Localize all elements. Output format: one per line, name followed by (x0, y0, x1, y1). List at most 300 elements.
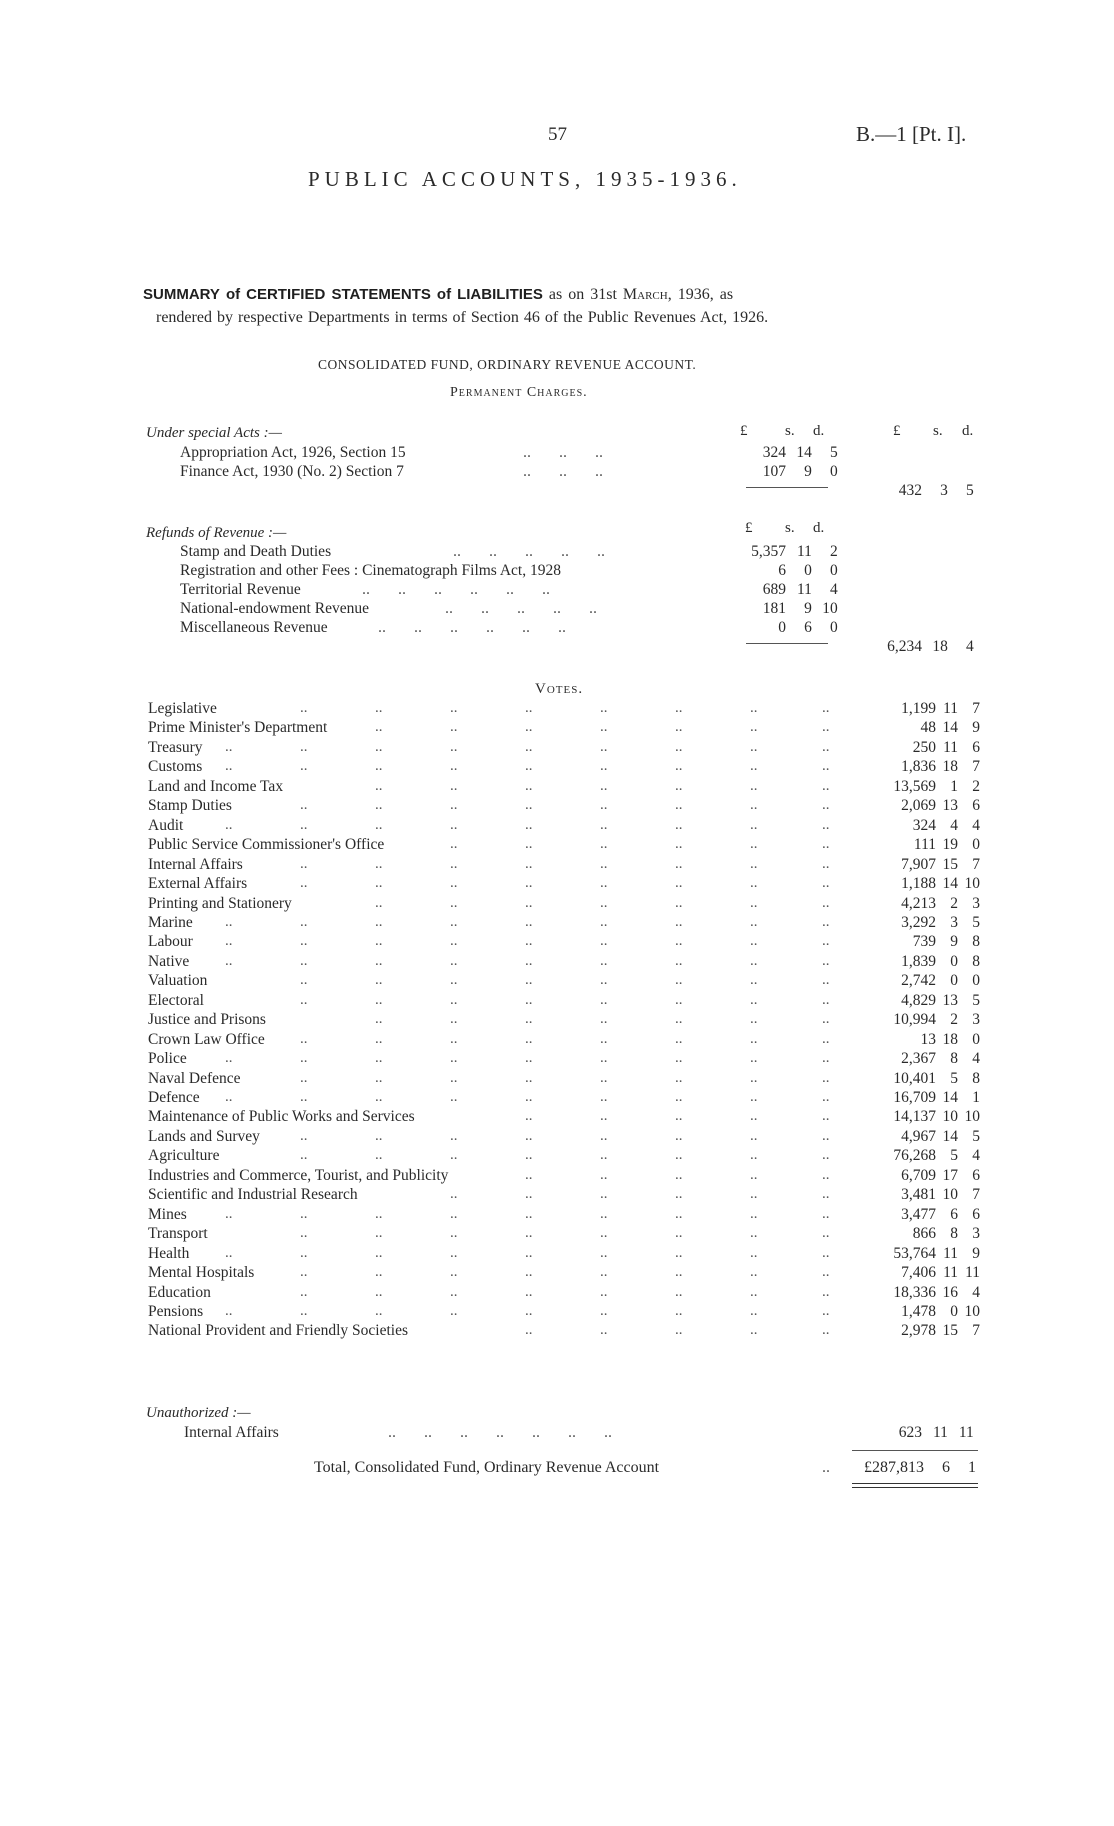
amount-pounds: 3,477 (901, 1206, 936, 1223)
amount-pence: 5 (972, 992, 980, 1009)
vote-label: Labour (148, 933, 193, 950)
amount-pence: 1 (968, 1459, 976, 1476)
amount-pounds: 623 (898, 1424, 922, 1441)
leader-dots: .. (675, 1167, 683, 1183)
amount-pounds: 7,406 (901, 1264, 936, 1281)
col-header-pound-refunds: £ (745, 520, 753, 536)
leader-dots: .. (822, 797, 830, 813)
amount-pence: 6 (972, 1206, 980, 1223)
special-acts-heading: Under special Acts :— (146, 425, 282, 441)
leader-dots: .. (225, 1089, 233, 1105)
special-act-amount (726, 463, 838, 481)
vote-amount (860, 1264, 980, 1282)
leader-dots: .. (300, 1089, 308, 1105)
leader-dots: .. (225, 739, 233, 755)
leader-dots: .. (300, 1225, 308, 1241)
amount-pence: 7 (972, 1186, 980, 1203)
vote-amount (860, 836, 980, 854)
leader-dots: .. (450, 1089, 458, 1105)
total-double-rule (852, 1483, 978, 1488)
amount-pence: 6 (972, 1167, 980, 1184)
summary-word-as-on: as on 31st (548, 286, 617, 303)
refunds-heading: Refunds of Revenue :— (146, 525, 287, 541)
leader-dots: .. (225, 1050, 233, 1066)
leader-dots: .. (375, 739, 383, 755)
leader-dots: .. (750, 797, 758, 813)
amount-pounds: 739 (912, 933, 936, 950)
vote-amount (860, 1167, 980, 1185)
page-number: 57 (548, 124, 567, 145)
amount-pence: 11 (958, 1424, 974, 1441)
leader-dots: .. (750, 1245, 758, 1261)
amount-pounds: 4,213 (901, 895, 936, 912)
leader-dots: .. (675, 1089, 683, 1105)
amount-shillings: 5 (950, 1070, 958, 1087)
amount-pence: 5 (972, 1128, 980, 1145)
leader-dots: .. (600, 953, 608, 969)
leader-dots: .. (822, 1031, 830, 1047)
col-header-pound-inner: £ (740, 423, 748, 439)
leader-dots: .. (750, 1206, 758, 1222)
leader-dots: .. (822, 914, 830, 930)
leader-dots: .. (750, 1264, 758, 1280)
leader-dots: .. (750, 1303, 758, 1319)
amount-pence: 0 (830, 463, 838, 480)
amount-shillings: 10 (942, 1108, 958, 1125)
subtotal-rule (746, 643, 828, 644)
amount-shillings: 6 (942, 1459, 950, 1476)
leader-dots: .. (822, 1089, 830, 1105)
amount-shillings: 11 (943, 1245, 958, 1262)
leader-dots: .. (675, 1031, 683, 1047)
vote-amount (860, 875, 980, 893)
leader-dots: .. (600, 1322, 608, 1338)
col-header-pence-inner: d. (813, 423, 825, 439)
vote-label: Public Service Commissioner's Office (148, 836, 385, 853)
refund-label: National-endowment Revenue (180, 600, 369, 617)
leader-dots: .. (750, 836, 758, 852)
amount-pounds: 1,188 (901, 875, 936, 892)
leader-dots: .. (525, 1128, 533, 1144)
leader-dots: .. (450, 1031, 458, 1047)
amount-pence: 0 (972, 1031, 980, 1048)
vote-amount (860, 719, 980, 737)
amount-shillings: 0 (804, 562, 812, 579)
leader-dots: .. (225, 953, 233, 969)
amount-pounds: 76,268 (893, 1147, 936, 1164)
leader-dots: .. (225, 1303, 233, 1319)
leader-dots: .. (750, 914, 758, 930)
refund-amount (726, 543, 838, 561)
amount-pounds: 1,836 (901, 758, 936, 775)
amount-pence: 9 (972, 719, 980, 736)
vote-amount (860, 1284, 980, 1302)
leader-dots: .. (675, 953, 683, 969)
amount-pence: 4 (972, 1147, 980, 1164)
leader-dots: .. (525, 719, 533, 735)
vote-amount (860, 953, 980, 971)
vote-label: Crown Law Office (148, 1031, 265, 1048)
leader-dots: .. (225, 758, 233, 774)
leader-dots: .. (600, 914, 608, 930)
summary-word-liabilities: LIABILITIES (457, 286, 543, 303)
amount-pounds: 1,478 (901, 1303, 936, 1320)
vote-amount (860, 1050, 980, 1068)
amount-pounds: 2,978 (901, 1322, 936, 1339)
amount-shillings: 9 (804, 600, 812, 617)
amount-pounds: 16,709 (893, 1089, 936, 1106)
amount-pounds: 53,764 (893, 1245, 936, 1262)
leader-dots: .. (600, 895, 608, 911)
leader-dots: .. (375, 1128, 383, 1144)
amount-pounds: 48 (920, 719, 936, 736)
leader-dots: .. (450, 719, 458, 735)
leader-dots: .. (225, 1206, 233, 1222)
leader-dots: .. (375, 953, 383, 969)
leader-dots: .. (675, 1322, 683, 1338)
vote-amount (860, 933, 980, 951)
leader-dots: .. (750, 1322, 758, 1338)
leader-dots: .. (375, 992, 383, 1008)
amount-shillings: 8 (950, 1050, 958, 1067)
amount-pence: 4 (972, 1284, 980, 1301)
amount-shillings: 18 (942, 1031, 958, 1048)
leader-dots: .. (450, 1070, 458, 1086)
leader-dots: .. (525, 914, 533, 930)
leader-dots: .. (375, 1225, 383, 1241)
permanent-charges-title: Permanent Charges. (450, 385, 588, 400)
amount-pence: 3 (972, 1011, 980, 1028)
amount-pounds: 111 (913, 836, 936, 853)
vote-label: Transport (148, 1225, 208, 1242)
amount-pounds: 6 (778, 562, 786, 579)
vote-label: Lands and Survey (148, 1128, 260, 1145)
leader-dots: .. (450, 836, 458, 852)
summary-subheading: rendered by respective Departments in terms of Section 46 of the Public Revenues Act, 1926. (156, 309, 769, 326)
leader-dots: .. (675, 1206, 683, 1222)
leader-dots: .. (750, 817, 758, 833)
leader-dots: .. (822, 739, 830, 755)
vote-label: Valuation (148, 972, 208, 989)
fund-title: CONSOLIDATED FUND, ORDINARY REVENUE ACCOUNT. (318, 357, 697, 372)
leader-dots: .. (450, 1011, 458, 1027)
amount-shillings: 2 (950, 895, 958, 912)
leader-dots: .. (525, 856, 533, 872)
vote-amount (860, 817, 980, 835)
vote-label: Legislative (148, 700, 217, 717)
leader-dots: .. (675, 1264, 683, 1280)
leader-dots: .. (225, 1245, 233, 1261)
vote-amount (860, 1303, 980, 1321)
leader-dots: .. (450, 1303, 458, 1319)
leader-dots: .. (600, 933, 608, 949)
amount-pence: 0 (830, 562, 838, 579)
amount-pence: 3 (972, 895, 980, 912)
amount-pounds: 10,401 (893, 1070, 936, 1087)
leader-dots: .. (822, 875, 830, 891)
leader-dots: .. (450, 778, 458, 794)
amount-pence: 4 (966, 638, 974, 655)
leader-dots: .. (675, 992, 683, 1008)
leader-dots: .. (300, 1031, 308, 1047)
leader-dots: .. (375, 1206, 383, 1222)
leader-dots: .. (675, 836, 683, 852)
amount-pence: 10 (964, 1303, 980, 1320)
leader-dots: .. (822, 1303, 830, 1319)
amount-pounds: 14,137 (893, 1108, 936, 1125)
amount-shillings: 16 (942, 1284, 958, 1301)
leader-dots: .. (822, 1225, 830, 1241)
leader-dots: .. (525, 933, 533, 949)
leader-dots: .. (675, 914, 683, 930)
amount-pence: 4 (972, 1050, 980, 1067)
leader-dots: .. (450, 1050, 458, 1066)
leader-dots: .. (750, 1050, 758, 1066)
refund-amount (726, 619, 838, 637)
leader-dots: .. (750, 875, 758, 891)
page-title: PUBLIC ACCOUNTS, 1935-1936. (308, 167, 742, 191)
leader-dots: .. (300, 700, 308, 716)
leader-dots: .. (675, 739, 683, 755)
vote-label: Customs (148, 758, 203, 775)
leader-dots: .. (822, 992, 830, 1008)
leader-dots: .. (525, 992, 533, 1008)
leader-dots: .. (675, 875, 683, 891)
vote-amount (860, 1089, 980, 1107)
amount-shillings: 13 (942, 992, 958, 1009)
vote-amount (860, 778, 980, 796)
amount-shillings: 9 (804, 463, 812, 480)
amount-shillings: 0 (950, 972, 958, 989)
leader-dots: .. (675, 1284, 683, 1300)
leader-dots: .. (525, 1011, 533, 1027)
vote-label: Health (148, 1245, 190, 1262)
amount-shillings: 6 (950, 1206, 958, 1223)
amount-pence: 4 (972, 817, 980, 834)
vote-amount (860, 856, 980, 874)
amount-pounds: 324 (912, 817, 936, 834)
vote-amount (860, 700, 980, 718)
leader-dots: .. (675, 758, 683, 774)
grand-total-label: Total, Consolidated Fund, Ordinary Revenue Account (314, 1459, 660, 1476)
leader-dots: .. (750, 1108, 758, 1124)
leader-dots: .. (822, 953, 830, 969)
leader-dots: .. (450, 933, 458, 949)
leader-dots: .. (450, 1186, 458, 1202)
amount-shillings: 4 (950, 817, 958, 834)
leader-dots: .. (300, 1128, 308, 1144)
vote-amount (860, 992, 980, 1010)
vote-label: Land and Income Tax (148, 778, 284, 795)
amount-shillings: 14 (942, 1128, 958, 1145)
vote-label: Printing and Stationery (148, 895, 292, 912)
leader-dots: .. (822, 1206, 830, 1222)
leader-dots: .. (300, 933, 308, 949)
amount-pounds: 2,367 (901, 1050, 936, 1067)
leader-dots: .. (600, 1167, 608, 1183)
vote-label: Education (148, 1284, 211, 1301)
leader-dots: .. (675, 1147, 683, 1163)
vote-amount (860, 1206, 980, 1224)
leader-dots: .. (450, 895, 458, 911)
leader-dots: .. (750, 1011, 758, 1027)
leader-dots: .. (675, 856, 683, 872)
leader-dots: .. (750, 1031, 758, 1047)
vote-amount (860, 1070, 980, 1088)
amount-shillings: 15 (942, 856, 958, 873)
dot-leader: .. .. .. .. .. (453, 543, 605, 560)
leader-dots: .. (300, 856, 308, 872)
amount-pence: 6 (972, 797, 980, 814)
amount-pence: 2 (830, 543, 838, 560)
leader-dots: .. (375, 1089, 383, 1105)
amount-pounds: 6,234 (887, 638, 922, 655)
amount-shillings: 6 (804, 619, 812, 636)
amount-pence: 4 (830, 581, 838, 598)
summary-word-march: March, (622, 286, 672, 303)
leader-dots: .. (450, 758, 458, 774)
leader-dots: .. (600, 1070, 608, 1086)
leader-dots: .. (525, 836, 533, 852)
leader-dots: .. (675, 719, 683, 735)
amount-pounds: 432 (898, 482, 922, 499)
vote-amount (860, 1108, 980, 1126)
leader-dots: .. (822, 817, 830, 833)
leader-dots: .. (525, 1108, 533, 1124)
leader-dots: .. (300, 992, 308, 1008)
unauthorized-heading: Unauthorized :— (146, 1405, 251, 1421)
vote-label: Marine (148, 914, 193, 931)
leader-dots: .. (375, 1050, 383, 1066)
vote-amount (860, 1225, 980, 1243)
leader-dots: .. (525, 700, 533, 716)
vote-label: Naval Defence (148, 1070, 241, 1087)
leader-dots: .. (675, 895, 683, 911)
leader-dots: .. (750, 700, 758, 716)
vote-label: Prime Minister's Department (148, 719, 328, 736)
leader-dots: .. (822, 1128, 830, 1144)
leader-dots: .. (600, 1206, 608, 1222)
leader-dots: .. (300, 1284, 308, 1300)
refunds-total (862, 638, 974, 656)
dot-leader: .. .. .. .. .. (445, 600, 597, 617)
refund-amount (726, 581, 838, 599)
special-acts-total (862, 482, 974, 500)
amount-shillings: 2 (950, 1011, 958, 1028)
leader-dots: .. (750, 895, 758, 911)
amount-pence: 7 (972, 700, 980, 717)
leader-dots: .. (450, 914, 458, 930)
amount-pence: 6 (972, 739, 980, 756)
leader-dots: .. (675, 1011, 683, 1027)
grand-total-amount (848, 1459, 976, 1477)
col-header-pence-refunds: d. (813, 520, 825, 536)
amount-pounds: 6,709 (901, 1167, 936, 1184)
leader-dots: .. (375, 817, 383, 833)
leader-dots: .. (450, 972, 458, 988)
amount-shillings: 0 (950, 953, 958, 970)
col-header-pound-outer: £ (893, 423, 901, 439)
amount-shillings: 13 (942, 797, 958, 814)
leader-dots: .. (675, 797, 683, 813)
leader-dots: .. (525, 875, 533, 891)
refund-label: Miscellaneous Revenue (180, 619, 328, 636)
amount-shillings: 11 (943, 700, 958, 717)
col-header-pence-outer: d. (962, 423, 974, 439)
leader-dots: .. (525, 1031, 533, 1047)
leader-dots: .. (675, 1128, 683, 1144)
dot-leader: .. .. .. .. .. .. (378, 619, 566, 636)
vote-amount (860, 1128, 980, 1146)
amount-pounds: 2,742 (901, 972, 936, 989)
amount-shillings: 11 (796, 581, 812, 598)
leader-dots: .. (822, 700, 830, 716)
leader-dots: .. (525, 778, 533, 794)
vote-label: Stamp Duties (148, 797, 232, 814)
amount-shillings: 11 (943, 739, 958, 756)
vote-label: Internal Affairs (148, 856, 243, 873)
leader-dots: .. (300, 1206, 308, 1222)
amount-pounds: 2,069 (901, 797, 936, 814)
amount-shillings: 14 (942, 875, 958, 892)
leader-dots: .. (675, 817, 683, 833)
leader-dots: .. (375, 1011, 383, 1027)
leader-dots: .. (450, 817, 458, 833)
amount-pounds: 10,994 (893, 1011, 936, 1028)
amount-pence: 7 (972, 856, 980, 873)
leader-dots: .. (822, 1186, 830, 1202)
vote-label: External Affairs (148, 875, 248, 892)
amount-shillings: 11 (943, 1264, 958, 1281)
amount-shillings: 17 (942, 1167, 958, 1184)
dot-leader: .. .. .. (523, 463, 603, 480)
dot-leader: .. .. .. .. .. .. .. (388, 1424, 612, 1441)
vote-label: Treasury (148, 739, 203, 756)
leader-dots: .. (600, 875, 608, 891)
leader-dots: .. (750, 972, 758, 988)
leader-dots: .. (300, 875, 308, 891)
leader-dots: .. (525, 1303, 533, 1319)
amount-pence: 2 (972, 778, 980, 795)
leader-dots: .. (675, 778, 683, 794)
leader-dots: .. (600, 1147, 608, 1163)
vote-label: National Provident and Friendly Societies (148, 1322, 409, 1339)
amount-pounds: 4,829 (901, 992, 936, 1009)
amount-pounds: 250 (912, 739, 936, 756)
amount-pence: 8 (972, 953, 980, 970)
vote-label: Industries and Commerce, Tourist, and Publicity (148, 1167, 449, 1184)
vote-amount (860, 1011, 980, 1029)
leader-dots: .. (450, 1284, 458, 1300)
amount-pounds: 3,292 (901, 914, 936, 931)
leader-dots: .. (750, 856, 758, 872)
summary-word-certified: CERTIFIED STATEMENTS (246, 286, 431, 303)
amount-pence: 7 (972, 1322, 980, 1339)
leader-dots: .. (450, 1225, 458, 1241)
dot-leader: .. (822, 1459, 830, 1476)
leader-dots: .. (822, 1050, 830, 1066)
vote-amount (860, 914, 980, 932)
refund-amount (726, 562, 838, 580)
vote-label: Agriculture (148, 1147, 220, 1164)
col-header-shilling-outer: s. (933, 423, 943, 439)
leader-dots: .. (225, 914, 233, 930)
leader-dots: .. (525, 739, 533, 755)
leader-dots: .. (525, 1245, 533, 1261)
leader-dots: .. (750, 953, 758, 969)
leader-dots: .. (822, 836, 830, 852)
amount-pence: 5 (966, 482, 974, 499)
